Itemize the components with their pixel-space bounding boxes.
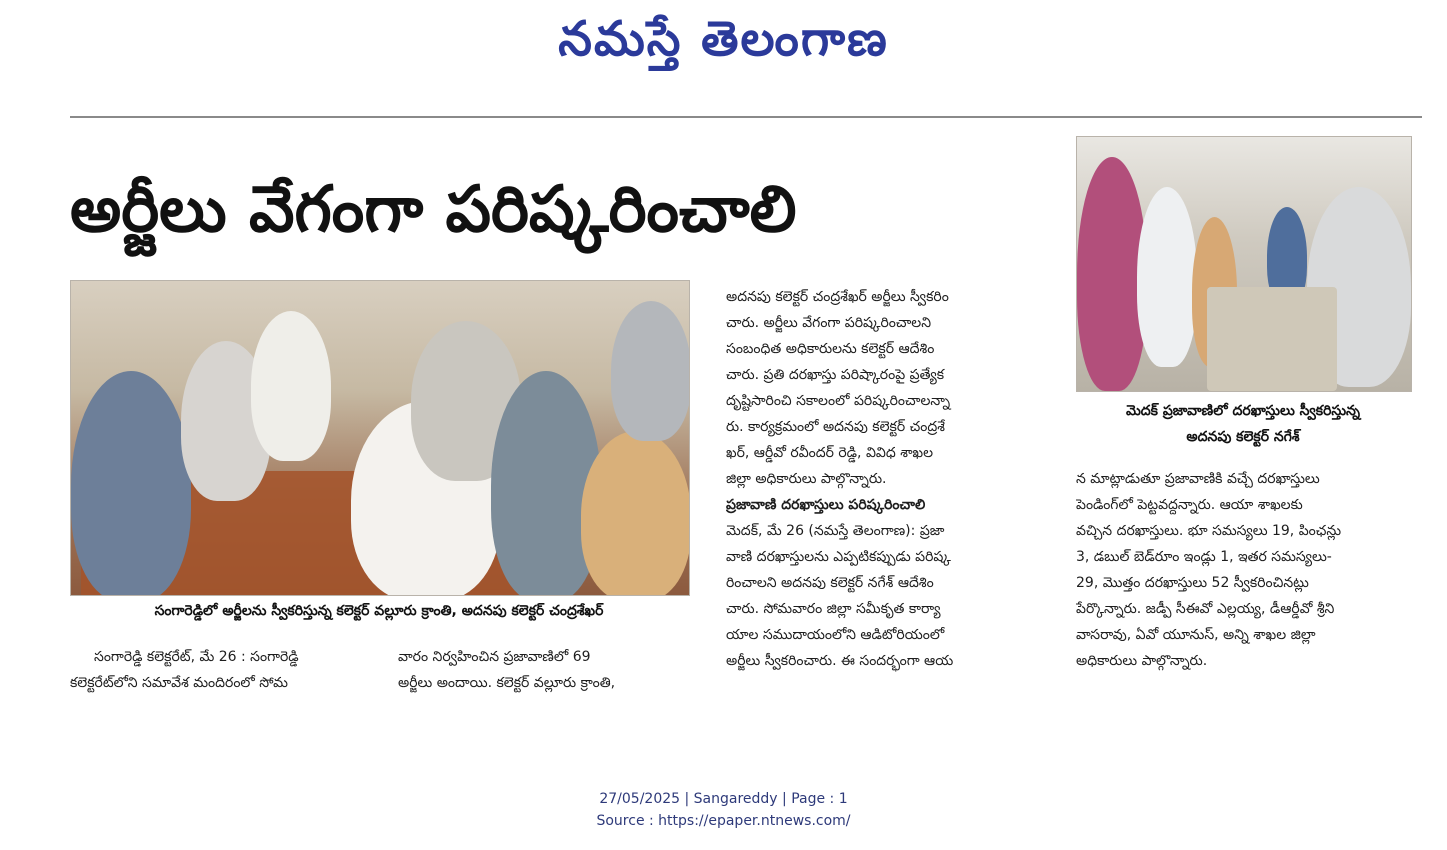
text-line: దృష్టిసారించి సకాలంలో పరిష్కరించాలన్నా xyxy=(726,393,951,409)
photo-person xyxy=(611,301,690,441)
text-line: సంబంధిత అధికారులను కలెక్టర్ ఆదేశిం xyxy=(726,341,935,357)
text-line: అధికారులు పాల్గొన్నారు. xyxy=(1076,653,1208,669)
text-line: న మాట్లాడుతూ ప్రజావాణికి వచ్చే దరఖాస్తులు xyxy=(1076,471,1320,487)
caption-line: మెదక్ ప్రజావాణిలో దరఖాస్తులు స్వీకరిస్తున్న xyxy=(1125,403,1361,419)
text-line: వాసరావు, ఏవో యూనుస్, అన్ని శాఖల జిల్లా xyxy=(1076,627,1316,643)
article-column-middle xyxy=(726,284,1026,674)
main-photo-caption: సంగారెడ్డిలో అర్జీలను స్వీకరిస్తున్న కలెక్టర్ వల్లూరు క్రాంతి, అదనపు కలెక్టర్ చంద్రశేఖర్ xyxy=(154,603,604,619)
article-subheadline: ప్రజావాణి దరఖాస్తులు పరిష్కరించాలి xyxy=(726,497,926,513)
article-column-bottom-right xyxy=(398,644,693,696)
text-line: అర్జీలు అందాయి. కలెక్టర్ వల్లూరు క్రాంతి, xyxy=(398,675,616,691)
article-main-photo xyxy=(70,280,690,596)
article-column-bottom-left xyxy=(70,644,370,696)
masthead-divider xyxy=(70,116,1422,118)
text-line: కలెక్టరేట్‌లోని సమావేశ మందిరంలో సోమ xyxy=(70,675,288,691)
photo-person xyxy=(1137,187,1197,367)
caption-line: అదనపు కలెక్టర్ నగేశ్ xyxy=(1186,429,1300,445)
text-line: 29, మొత్తం దరఖాస్తులు 52 స్వీకరించినట్లు xyxy=(1076,575,1309,591)
text-line: పేర్కొన్నారు. జడ్పీ సీఈవో ఎల్లయ్య, డీఆర్డీవో శ్రీని xyxy=(1076,601,1335,617)
text-line: చారు. ప్రతి దరఖాస్తు పరిష్కారంపై ప్రత్యేక xyxy=(726,367,945,383)
text-line: చారు. సోమవారం జిల్లా సమీకృత కార్యా xyxy=(726,601,941,617)
text-line: సంగారెడ్డి కలెక్టరేట్, మే 26 : సంగారెడ్డి xyxy=(94,649,299,665)
text-line: జిల్లా అధికారులు పాల్గొన్నారు. xyxy=(726,471,887,487)
photo-person xyxy=(581,431,690,596)
text-line: పెండింగ్‌లో పెట్టవద్దన్నారు. ఆయా శాఖలకు xyxy=(1076,497,1303,513)
side-photo-caption xyxy=(1076,398,1410,450)
footer-edition-info: 27/05/2025 | Sangareddy | Page : 1 xyxy=(599,791,848,807)
photo-person xyxy=(71,371,191,596)
text-line: వచ్చిన దరఖాస్తులు. భూ సమస్యలు 19, పింఛన్లు xyxy=(1076,523,1342,539)
text-line: ఖర్, ఆర్డీవో రవీందర్ రెడ్డి, వివిధ శాఖల xyxy=(726,445,934,461)
text-line: రించాలని అదనపు కలెక్టర్ నగేశ్ ఆదేశిం xyxy=(726,575,934,591)
text-line: రు. కార్యక్రమంలో అదనపు కలెక్టర్ చంద్రశే xyxy=(726,419,945,435)
text-line: చారు. అర్జీలు వేగంగా పరిష్కరించాలని xyxy=(726,315,932,331)
text-line: యాల సముదాయంలోని ఆడిటోరియంలో xyxy=(726,627,945,643)
text-line: అర్జీలు స్వీకరించారు. ఈ సందర్భంగా ఆయ xyxy=(726,653,954,669)
photo-person xyxy=(251,311,331,461)
photo-table xyxy=(1207,287,1337,391)
text-line: 3, డబుల్ బెడ్‌రూం ఇండ్లు 1, ఇతర సమస్యలు- xyxy=(1076,549,1332,565)
text-line: అదనపు కలెక్టర్ చంద్రశేఖర్ అర్జీలు స్వీకరిం xyxy=(726,289,949,305)
text-line: మెదక్, మే 26 (నమస్తే తెలంగాణ): ప్రజా xyxy=(726,523,945,539)
footer-source-link[interactable]: Source : https://epaper.ntnews.com/ xyxy=(596,813,851,829)
text-line: వాణి దరఖాస్తులను ఎప్పటికప్పుడు పరిష్క xyxy=(726,549,951,565)
text-line: వారం నిర్వహించిన ప్రజావాణిలో 69 xyxy=(398,649,591,665)
article-side-photo xyxy=(1076,136,1412,392)
article-column-right xyxy=(1076,466,1416,674)
masthead-logo: నమస్తే తెలంగాణ xyxy=(558,11,889,67)
article-headline: అర్జీలు వేగంగా పరిష్కరించాలి xyxy=(70,173,797,247)
